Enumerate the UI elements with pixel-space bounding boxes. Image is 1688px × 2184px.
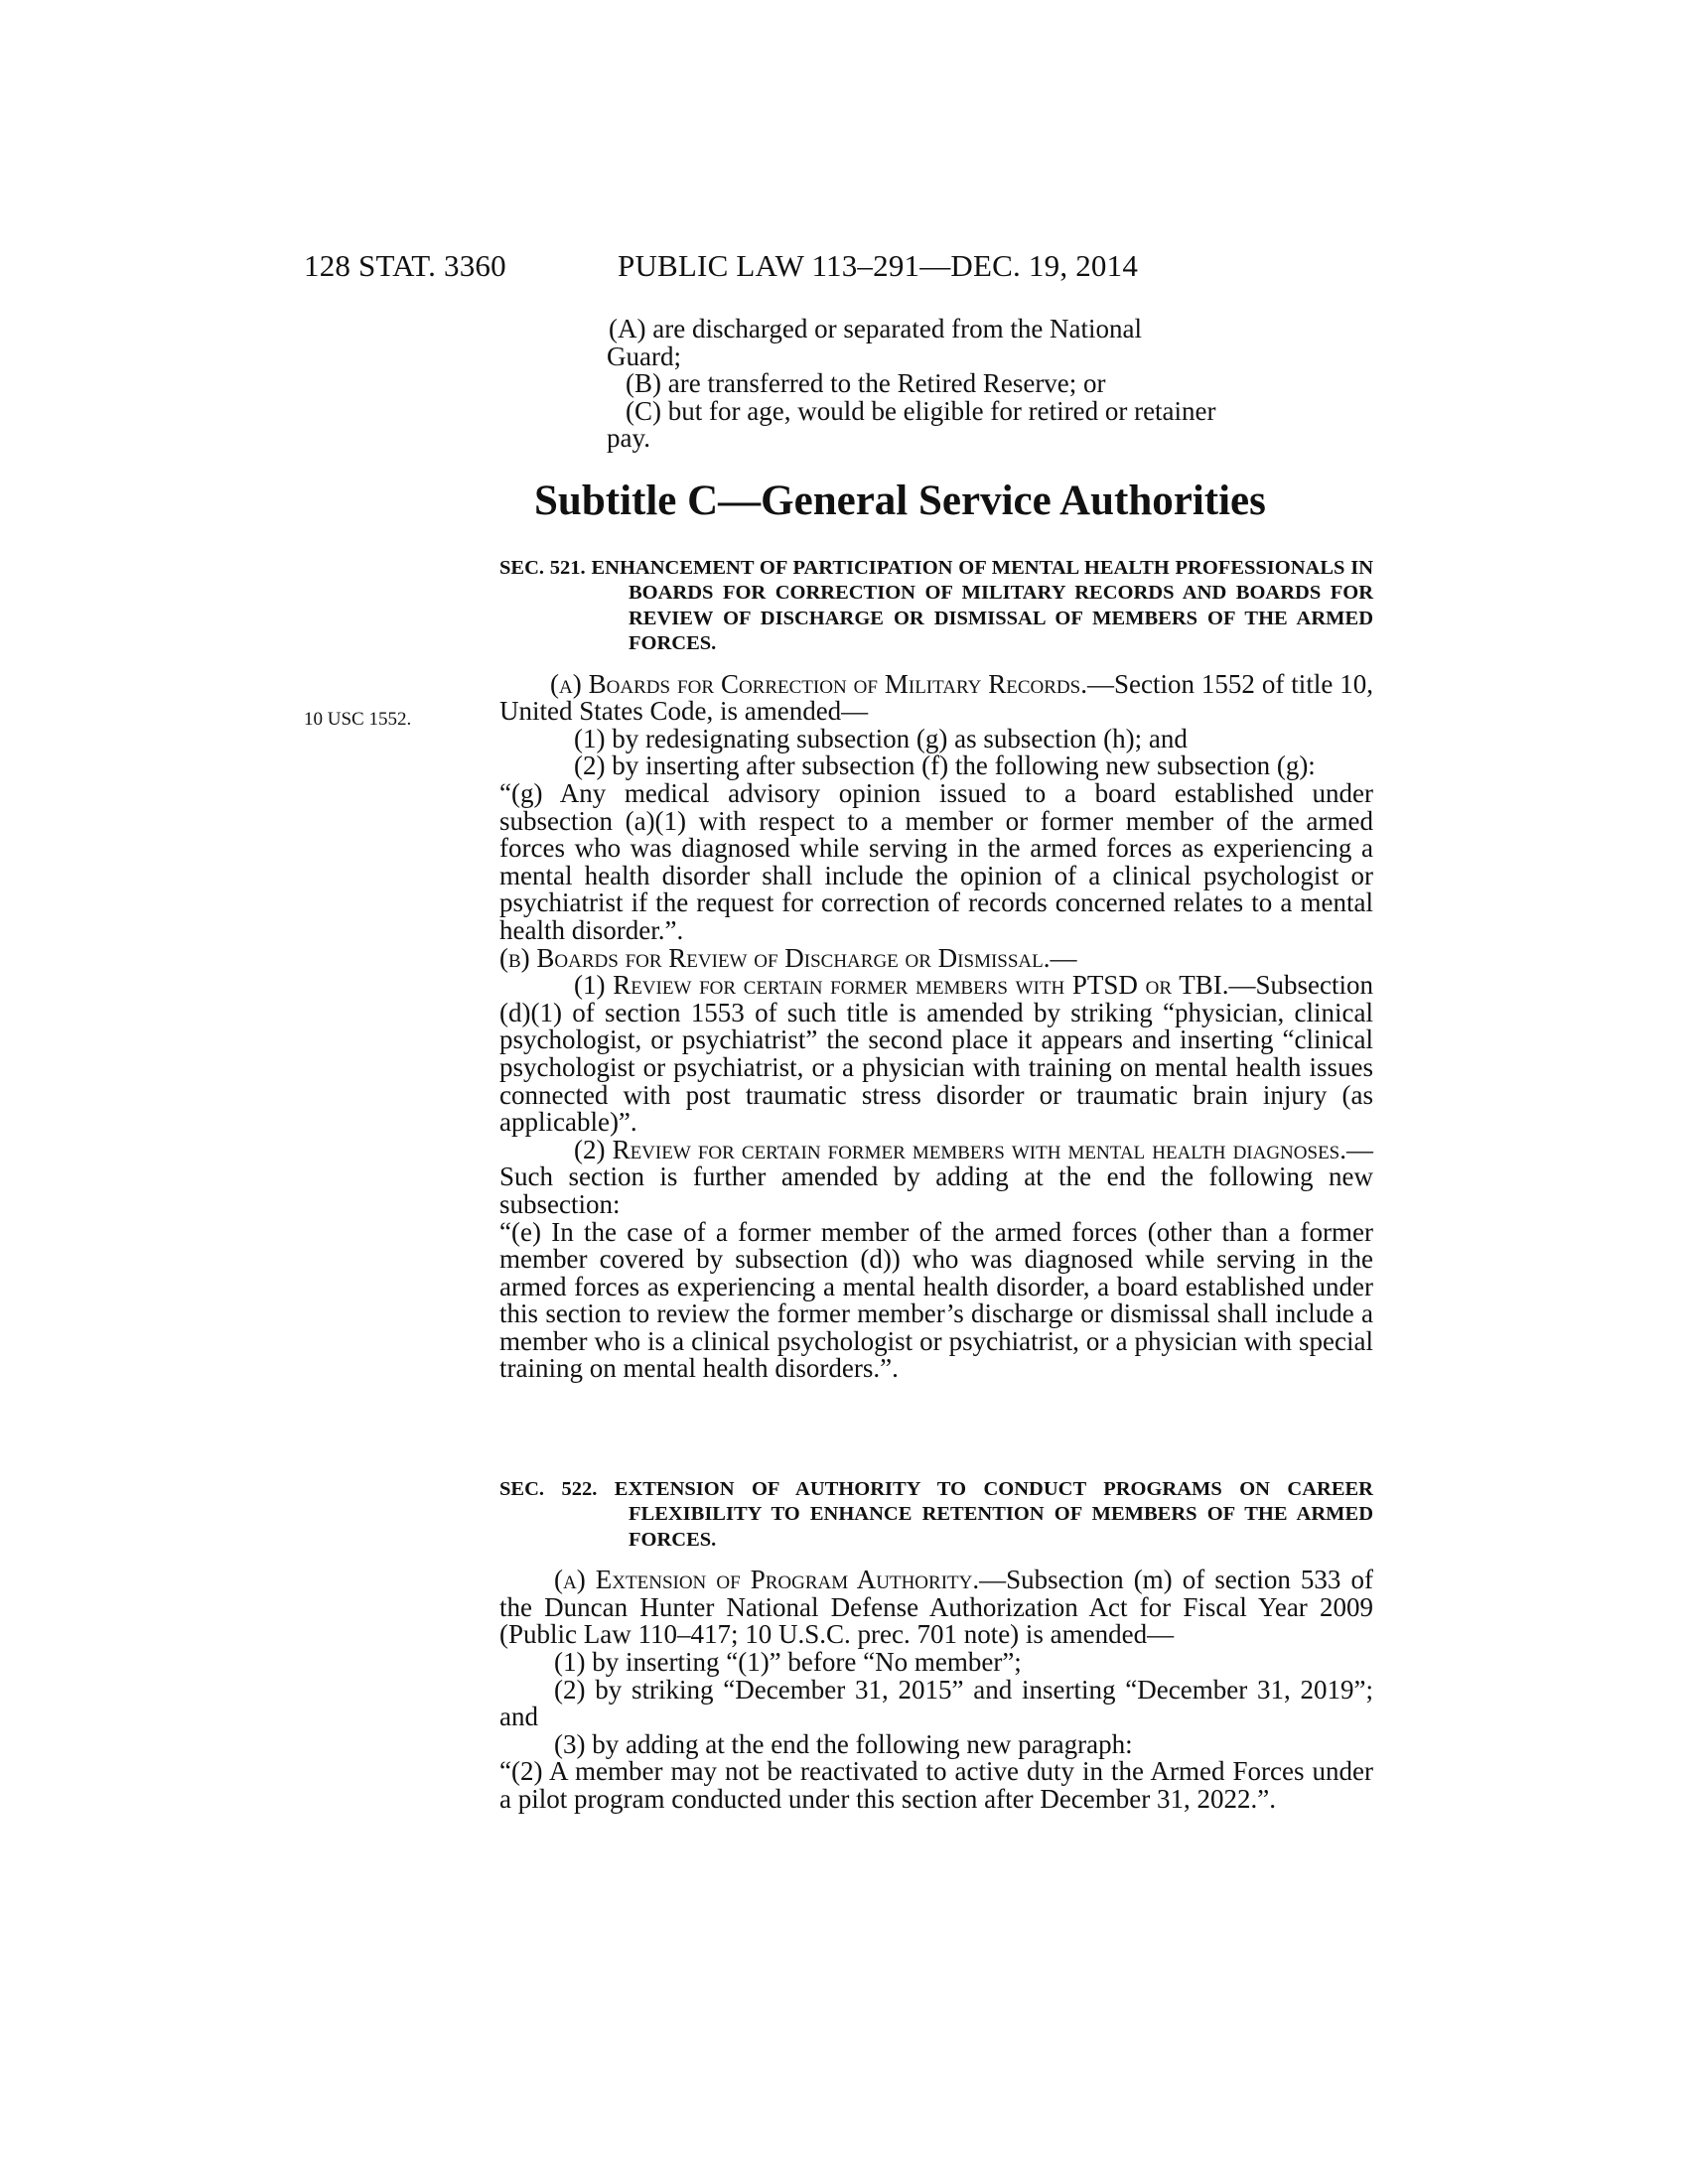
- item-c-line2: pay.: [607, 423, 650, 454]
- para-a1: (1) by redesignating subsection (g) as subsection (h); and: [574, 723, 1188, 753]
- subsection-b: [499, 942, 1373, 973]
- quote-subsection-g: “(g) Any medical advisory opinion issued to a board established under subsection (a)(1) with respect to a member or former member of the armed forces who was diagnosed while serving in the armed forces as experiencing a mental health disorder shall include the opinion of a clinical psychologist or psychiatrist if the request for correction of records concerned relates to a mental health disorder.”.: [499, 778, 1373, 945]
- sec-522-quote: “(2) A member may not be reactivated to active duty in the Armed Forces under a pilot program conducted under this section after December 31, 2022.”.: [499, 1756, 1373, 1814]
- margin-citation: 10 USC 1552.: [304, 709, 412, 730]
- statute-page-number: 128 STAT. 3360: [304, 248, 506, 283]
- para-b1-label: (1) Review for certain former members with PTSD or TBI.: [574, 970, 1229, 1001]
- continued-list: [499, 316, 1373, 453]
- subtitle-heading: Subtitle C—General Service Authorities: [534, 478, 1266, 524]
- sec-522-heading: SEC. 522. EXTENSION OF AUTHORITY TO CONDUCT PROGRAMS ON CAREER FLEXIBILITY TO ENHANCE RETENTION OF MEMBERS OF THE ARMED FORCES.: [499, 1478, 1373, 1551]
- sec-522-a-text: —Subsection (m) of section 533 of the Duncan Hunter National Defense Authorization Act for Fiscal Year 2009 (Public Law 110–417; 10 U.S.C. prec. 701 note) is amended—: [499, 1565, 1373, 1650]
- sec-522-para-2: (2) by striking “December 31, 2015” and inserting “December 31, 2019”; and: [499, 1674, 1373, 1732]
- subsection-b-dash: —: [1050, 942, 1077, 973]
- sec-522-para-3: (3) by adding at the end the following new paragraph:: [554, 1728, 1133, 1759]
- item-a-line2: Guard;: [607, 341, 681, 371]
- para-b2-label: (2) Review for certain former members with mental health diagnoses.: [574, 1134, 1346, 1164]
- sec-521-heading: SEC. 521. ENHANCEMENT OF PARTICIPATION OF MENTAL HEALTH PROFESSIONALS IN BOARDS FOR CORRECTION OF MILITARY RECORDS AND BOARDS FOR REVIEW OF DISCHARGE OR DISMISSAL OF MEMBERS OF THE ARMED FORCES.: [499, 557, 1373, 655]
- para-b1-text: —Subsection (d)(1) of section 1553 of such title is amended by striking “physician, clinical psychologist, or psychiatrist” the second place it appears and inserting “clinical psychologist or psychiatrist, or a physician with training on mental health issues connected with post traumatic stress disorder or traumatic brain injury (as applicable)”.: [499, 970, 1373, 1138]
- sec-522-subsection-a: [499, 1567, 1373, 1649]
- subsection-b-label: (b) Boards for Review of Discharge or Dismissal.: [499, 942, 1051, 973]
- section-522: [499, 1477, 1373, 1814]
- subsection-a-label: (a) Boards for Correction of Military Records.: [550, 668, 1087, 699]
- sec-522-a-label: (a) Extension of Program Authority.: [554, 1565, 980, 1595]
- para-b2: [499, 1134, 1373, 1219]
- quote-subsection-e: “(e) In the case of a former member of the armed forces (other than a former member covered by subsection (d)) who was diagnosed while serving in the armed forces as experiencing a mental health disorder, a board established under this section to review the former member’s discharge or dismissal shall include a member who is a clinical psychologist or psychiatrist, or a physician with special training on mental health disorders.”.: [499, 1216, 1373, 1384]
- para-a2: (2) by inserting after subsection (f) the following new subsection (g):: [574, 751, 1316, 781]
- item-b: (B) are transferred to the Retired Reserve; or: [626, 368, 1106, 399]
- public-law-title: PUBLIC LAW 113–291—DEC. 19, 2014: [618, 248, 1139, 283]
- sec-522-para-1: (1) by inserting “(1)” before “No member”;: [554, 1647, 1022, 1677]
- para-b1: [499, 972, 1373, 1137]
- para-b2-text: —Such section is further amended by adding at the end the following new subsection:: [499, 1134, 1373, 1219]
- subsection-a-text: —Section 1552 of title 10, United States Code, is amended—: [499, 668, 1374, 727]
- subsection-a: [499, 668, 1374, 727]
- section-521: [499, 556, 1373, 1383]
- item-c-line1: (C) but for age, would be eligible for retired or retainer: [626, 395, 1216, 426]
- item-a-line1: (A) are discharged or separated from the National: [609, 314, 1143, 343]
